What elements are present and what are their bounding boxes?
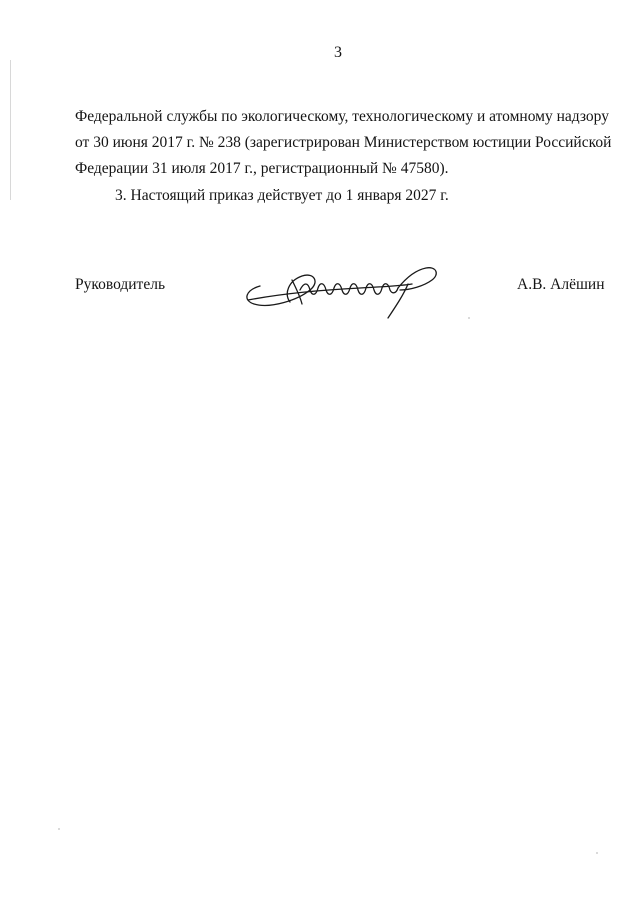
handwritten-signature xyxy=(240,260,450,330)
body-line-2: от 30 июня 2017 г. № 238 (зарегистрирован Министерством юстиции Российской xyxy=(75,134,612,151)
scan-speck xyxy=(596,852,598,854)
scan-speck xyxy=(468,317,470,319)
scan-speck xyxy=(58,828,60,830)
scan-edge-mark xyxy=(10,60,11,200)
signer-name: А.В. Алёшин xyxy=(517,276,605,293)
signature-block xyxy=(0,270,640,330)
body-line-1: Федеральной службы по экологическому, технологическому и атомному надзору xyxy=(75,108,609,125)
page-number: 3 xyxy=(334,44,342,61)
signer-role: Руководитель xyxy=(75,276,166,293)
body-line-4-clause-3: 3. Настоящий приказ действует до 1 января 2027 г. xyxy=(115,187,449,204)
body-line-3: Федерации 31 июля 2017 г., регистрационный № 47580). xyxy=(75,160,449,177)
